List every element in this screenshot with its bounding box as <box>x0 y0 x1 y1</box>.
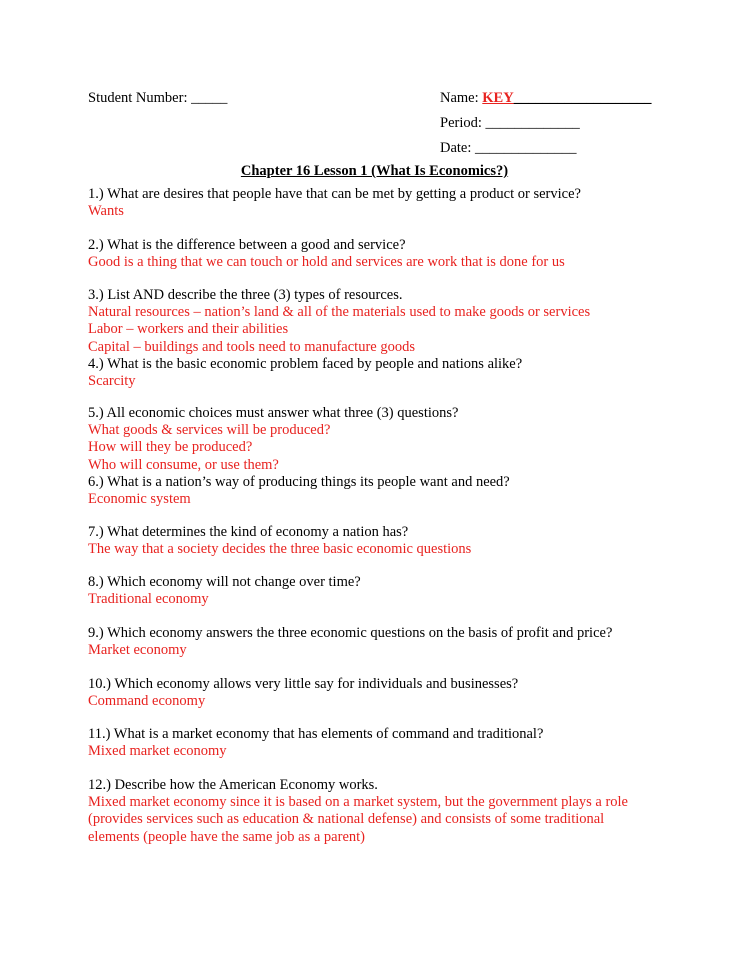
question-text: 5.) All economic choices must answer what three (3) questions? <box>88 405 459 421</box>
question-text: 8.) Which economy will not change over time? <box>88 574 361 590</box>
question-block-9 <box>88 625 688 659</box>
name-line <box>440 89 651 107</box>
date-label: Date: ______________ <box>440 140 577 156</box>
question-text: 12.) Describe how the American Economy works. <box>88 777 378 793</box>
answer-text: Scarcity <box>88 373 136 390</box>
answer-text: The way that a society decides the three basic economic questions <box>88 541 472 558</box>
period-label: Period: _____________ <box>440 115 580 131</box>
answer-text: Capital – buildings and tools need to manufacture goods <box>88 338 415 355</box>
question-block-8 <box>88 574 688 608</box>
question-text: 1.) What are desires that people have that can be met by getting a product or service? <box>88 186 581 202</box>
question-block-11 <box>88 726 688 760</box>
question-text: 2.) What is the difference between a good and service? <box>88 237 406 253</box>
question-block-1 <box>88 186 688 220</box>
question-text: 3.) List AND describe the three (3) types of resources. <box>88 287 403 303</box>
question-block-3 <box>88 287 688 390</box>
answer-text: Natural resources – nation’s land & all of the materials used to make goods or services <box>88 304 591 321</box>
question-block-2 <box>88 237 688 271</box>
answer-text: How will they be produced? <box>88 439 253 456</box>
question-block-10 <box>88 676 688 710</box>
question-text: 4.) What is the basic economic problem faced by people and nations alike? <box>88 355 523 372</box>
student-number-label: Student Number: _____ <box>88 90 228 106</box>
question-text: 11.) What is a market economy that has elements of command and traditional? <box>88 726 544 742</box>
question-block-7 <box>88 524 688 558</box>
question-block-12 <box>88 777 688 846</box>
question-text: 10.) Which economy allows very little say for individuals and businesses? <box>88 676 519 692</box>
answer-text: Traditional economy <box>88 591 209 608</box>
question-text: 9.) Which economy answers the three economic questions on the basis of profit and price? <box>88 625 613 641</box>
answer-text: Economic system <box>88 491 191 508</box>
question-text: 7.) What determines the kind of economy a nation has? <box>88 524 409 540</box>
answer-text: Market economy <box>88 642 187 659</box>
question-block-5 <box>88 405 688 508</box>
answer-text: What goods & services will be produced? <box>88 422 331 439</box>
name-key-value: KEY <box>482 90 514 106</box>
answer-text: Good is a thing that we can touch or hold and services are work that is done for us <box>88 254 565 271</box>
worksheet-title: Chapter 16 Lesson 1 (What Is Economics?) <box>240 163 509 179</box>
answer-text: Wants <box>88 203 124 220</box>
answer-text: Command economy <box>88 693 206 710</box>
answer-text: Who will consume, or use them? <box>88 456 279 473</box>
name-label: Name: <box>440 90 483 106</box>
answer-text: Labor – workers and their abilities <box>88 321 289 338</box>
answer-text: Mixed market economy <box>88 743 227 760</box>
name-blank: ___________________ <box>513 90 652 106</box>
answer-text: Mixed market economy since it is based on a market system, but the government plays a role (provides services such as education & national defense) and consists of some traditional elements (people have the same job as a parent) <box>88 794 628 845</box>
question-text: 6.) What is a nation’s way of producing things its people want and need? <box>88 473 510 490</box>
